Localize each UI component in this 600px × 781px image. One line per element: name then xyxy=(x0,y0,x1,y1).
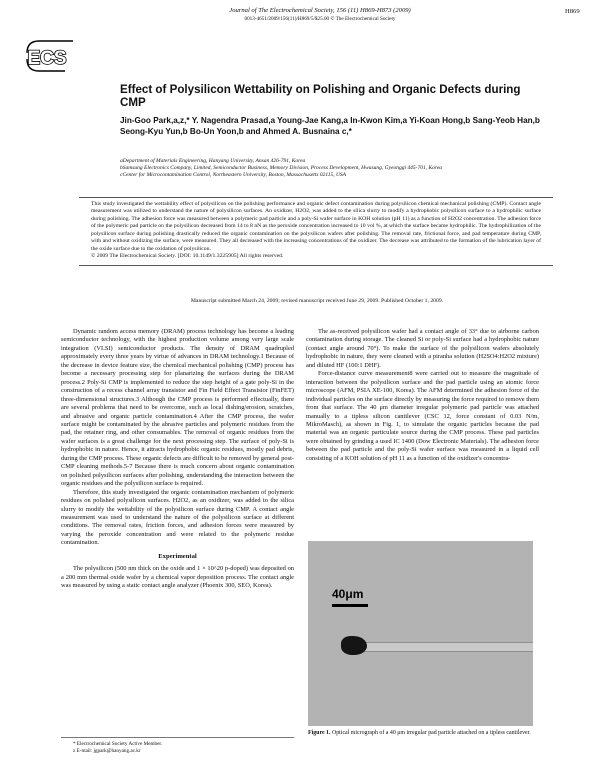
manuscript-dates: Manuscript submitted March 24, 2009; revised manuscript received June 29, 2009. Published October 1, 2009. xyxy=(190,298,444,304)
affiliation-c: cCenter for Microcontamination Control, Northeastern University, Boston, Massachusetts 02115, USA xyxy=(120,172,347,179)
copyright-line: © 2009 The Electrochemical Society. [DOI: 10.1149/1.3225905] All rights reserved. xyxy=(91,253,284,260)
affiliations xyxy=(120,158,550,180)
page-number: H869 xyxy=(565,8,580,15)
intro-paragraph-1: Dynamic random access memory (DRAM) process technology has become a leading semiconductor technology, with the highest production volume among very large scale integration (VLSI) semiconductor products. The density of DRAM quadrupled approximately every three years by virtue of advances in DRAM technology.1 Because of the decrease in device feature size, the chemical mechanical polishing (CMP) process has become a necessary processing step for planarizing the surfaces during the DRAM process.2 Poly-Si CMP is implemented to reduce the step height of a gate poly-Si in the construction of a recess channel array transistor and Fin Field Effect Transistor (FinFET) three-dimensional structures.3 Although the CMP process is performed effectually, there are several problems that need to be overcome, such as local dishing/erosion, scratches, and abrasive and organic particle contamination.4 After the CMP process, the wafer surface might be contaminated by the abrasive particles and polymeric residues from the pad, the retainer ring, and other consumables. The removal of organic residues from the wafer surfaces is a great challenge for the next processing step. The surface of poly-Si is hydrophobic in nature. Hence, it attracts hydrophobic organic residues, mostly pad debris, during the CMP process. These organic defects are difficult to be removed by general post-CMP cleaning methods.5-7 Because there is much concern about organic contamination on polished polysilicon surfaces after polishing, understanding the interaction between the organic residues and the polysilicon surface is required. xyxy=(61,328,294,488)
ecs-logo-icon xyxy=(21,33,73,79)
intro-paragraph-2: Therefore, this study investigated the organic contamination mechanism of polymeric residues on polished polysilicon surfaces. H2O2, as an oxidizer, was added to the silica slurry to modify the wettability of the polysilicon surface during CMP. A contact angle measurement was used to understand the nature of the polysilicon surface at different conditions. The removal rates, friction forces, and adhesion forces were measured by varying the peroxide concentration and were related to the polymeric residue contamination. xyxy=(61,488,294,547)
figure-1-micrograph xyxy=(308,541,533,726)
experimental-paragraph-2: The as-received polysilicon wafer had a contact angle of 33° due to airborne carbon contamination during storage. The cleaned Si or poly-Si surface had a hydrophobic nature (contact angle around 70°). To make the surface of the polysilicon wafers absolutely hydrophobic in nature, they were cleaned with a piranha solution (H2SO4:H2O2 mixture) and diluted HF (100:1 DHF). xyxy=(306,328,539,369)
experimental-paragraph-1: The polysilicon (500 nm thick on the oxide and 1 × 10^20 p-doped) was deposited on a 200 mm thermal oxide wafer by a chemical vapor deposition process. The contact angle was measured by using a static contact angle analyzer (Phoenix 300, SEO, Korea). xyxy=(61,565,294,590)
author-list: Jin-Goo Park,a,z,* Y. Nagendra Prasad,a Young-Jae Kang,a In-Kwon Kim,a Yi-Koan Hong,b Sang-Yeob Han,b Seong-Kyu Yun,b Bo-Un Yoon,b and Ahmed A. Busnaina c,* xyxy=(120,116,540,137)
abstract-box xyxy=(79,197,553,266)
scale-bar xyxy=(332,604,368,607)
affiliation-a: aDepartment of Materials Engineering, Hanyang University, Ansan 426-791, Korea xyxy=(120,158,306,164)
logo-text: ECS xyxy=(27,48,67,69)
section-heading-experimental: Experimental xyxy=(158,552,197,560)
footnote-email: z E-mail: jgpark@hanyang.ac.kr xyxy=(73,748,141,754)
caption-text: Optical micrograph of a 40 μm irregular pad particle attached on a tipless cantilever. xyxy=(331,730,531,736)
affiliation-b: bSamsung Electronics Company, Limited, Semiconductor Business, Memory Division, Process Development, Hwasung, Gyeonggi 445-701, Korea xyxy=(120,165,443,172)
scale-bar-label: 40μm xyxy=(332,587,364,601)
journal-citation: Journal of The Electrochemical Society, 156 (11) H869-H873 (2009) xyxy=(229,7,411,14)
footnote-member: * Electrochemical Society Active Member. xyxy=(73,741,163,747)
body-column-right xyxy=(306,328,539,463)
tipless-cantilever xyxy=(364,642,533,652)
issn-line: 0013-4651/2009/156(11)/H869/5/$25.00 © The Electrochemical Society xyxy=(244,16,396,22)
pad-particle xyxy=(341,636,367,655)
journal-header xyxy=(150,7,490,23)
footnotes xyxy=(61,737,294,755)
experimental-paragraph-3: Force-distance curve measurement8 were carried out to measure the magnitude of interaction between the polysilicon surface and the pad particle using an atomic force microscope (AFM, PSIA XE-100, Korea). The AFM determined the adhesion force of the individual particles on the surface directly by measuring the force required to remove them from that surface. The 40 μm diameter irregular polymeric pad particle was attached manually to a tipless silicon cantilever (CSC 12, force constant of 0.03 N/m, MikroMasch), as shown in Fig. 1, to simulate the organic particles because the pad material was an organic particulate source during the CMP process. These pad particles were obtained by grinding a used IC 1400 (Dow Electronic Materials). The adhesion force between the pad particle and the poly-Si wafer surface was measured in a liquid cell consisting of a KOH solution of pH 11 as a function of the oxidizer's concentra- xyxy=(306,370,539,462)
caption-label: Figure 1. xyxy=(308,730,331,736)
abstract-text: This study investigated the wettability effect of polysilicon on the polishing performance and organic defect contamination during polysilicon chemical mechanical polishing (CMP). Contact angle measurement was utilized to understand the nature of polysilicon surfaces. An oxidizer, H2O2, was added to the silica slurry to modify a hydrophobic polysilicon surface to a hydrophilic surface during polishing. The adhesion force was measured between a polymeric pad particle and a poly-Si wafer surface in KOH solution (pH 11) as a function of H2O2 concentration. The adhesion force of the polymeric pad particle on the polysilicon decreased from 14 to 8 nN as the peroxide concentration increased to 10 vol %, at which the surface became hydrophilic. The hydrophilization of the polysilicon surface during polishing drastically reduced the organic contamination on the polysilicon wafers after polishing. The removal rate, frictional force, and pad temperature during CMP, with and without oxidizing the surface, were measured. They all decreased with the increasing concentrations of the oxidizer. The decrease was attributed to the formation of the lubrication layer of the oxide surface due to the oxidation of polysilicon. xyxy=(91,201,541,252)
body-column-left xyxy=(61,328,294,591)
figure-1-caption xyxy=(308,730,533,737)
article-title: Effect of Polysilicon Wettability on Polishing and Organic Defects during CMP xyxy=(120,83,521,109)
